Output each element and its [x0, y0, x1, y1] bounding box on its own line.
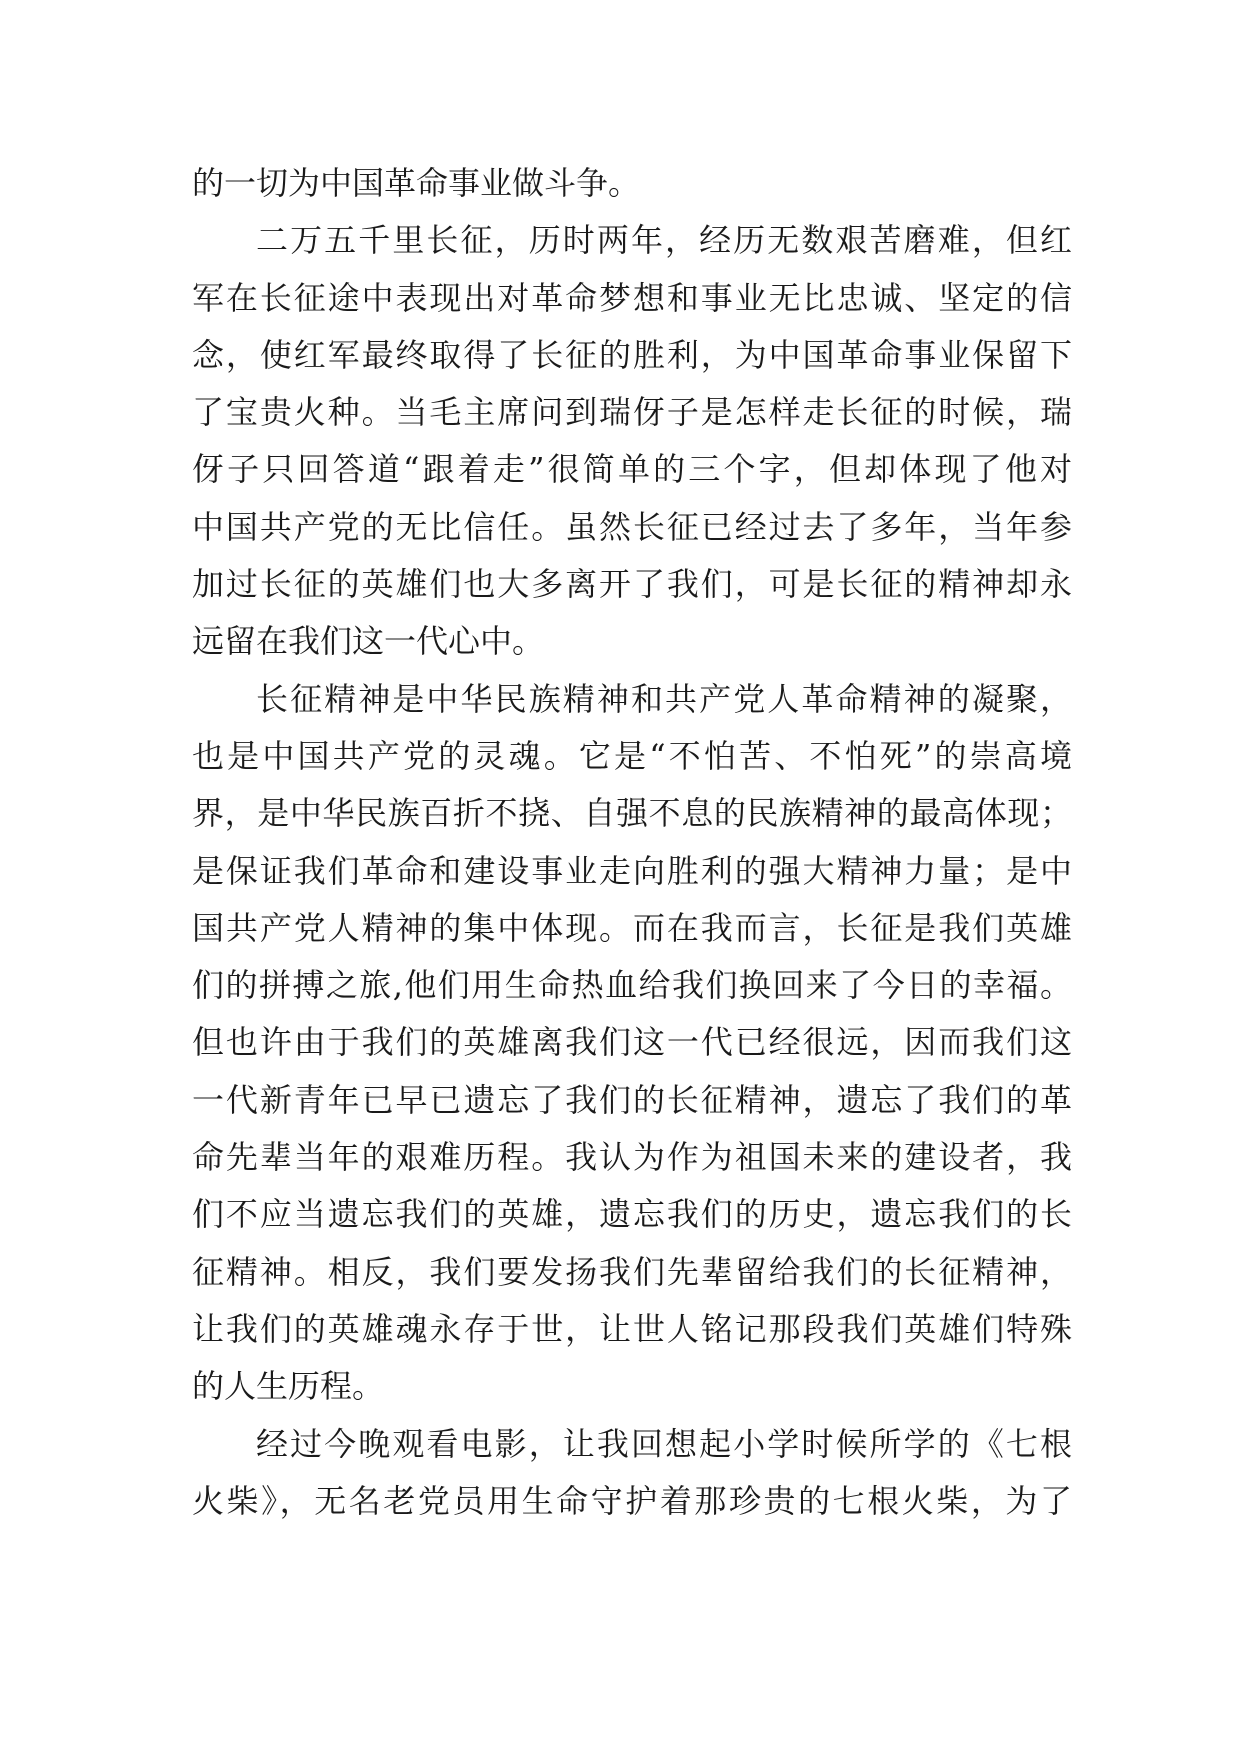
- text-line: 念，使红军最终取得了长征的胜利，为中国革命事业保留下: [192, 335, 1072, 374]
- text-line: 命先辈当年的艰难历程。我认为作为祖国未来的建设者，我: [192, 1138, 1072, 1177]
- text-line: 界，是中华民族百折不挠、自强不息的民族精神的最高体现；: [192, 794, 1072, 833]
- text-line: 一代新青年已早已遗忘了我们的长征精神，遗忘了我们的革: [192, 1080, 1072, 1119]
- text-line: 中国共产党的无比信任。虽然长征已经过去了多年，当年参: [192, 507, 1072, 546]
- text-line: 军在长征途中表现出对革命梦想和事业无比忠诚、坚定的信: [192, 278, 1072, 317]
- text-line: 加过长征的英雄们也大多离开了我们，可是长征的精神却永: [192, 565, 1072, 604]
- text-line: 经过今晚观看电影，让我回想起小学时候所学的《七根: [256, 1424, 1072, 1463]
- paragraph-3: [192, 671, 1072, 1416]
- paragraph-1: [192, 155, 1072, 212]
- text-line: 远留在我们这一代心中。: [192, 622, 545, 661]
- text-line: 们的拼搏之旅,他们用生命热血给我们换回来了今日的幸福。: [192, 966, 1072, 1005]
- text-line: 但也许由于我们的英雄离我们这一代已经很远，因而我们这: [192, 1023, 1072, 1062]
- text-line: 让我们的英雄魂永存于世，让世人铭记那段我们英雄们特殊: [192, 1309, 1072, 1348]
- text-line: 的人生历程。: [192, 1367, 385, 1406]
- paragraph-2: [192, 212, 1072, 670]
- body-text: [192, 155, 1072, 1530]
- text-line: 火柴》，无名老党员用生命守护着那珍贵的七根火柴，为了: [192, 1481, 1072, 1520]
- text-line: 长征精神是中华民族精神和共产党人革命精神的凝聚，: [256, 679, 1072, 718]
- text-line: 们不应当遗忘我们的英雄，遗忘我们的历史，遗忘我们的长: [192, 1195, 1072, 1234]
- text-line: 伢子只回答道“跟着走”很简单的三个字，但却体现了他对: [192, 450, 1072, 489]
- text-line: 是保证我们革命和建设事业走向胜利的强大精神力量；是中: [192, 851, 1072, 890]
- text-line: 征精神。相反，我们要发扬我们先辈留给我们的长征精神，: [192, 1252, 1072, 1291]
- paragraph-4: [192, 1416, 1072, 1531]
- text-line: 了宝贵火种。当毛主席问到瑞伢子是怎样走长征的时候，瑞: [192, 393, 1072, 432]
- text-line: 国共产党人精神的集中体现。而在我而言，长征是我们英雄: [192, 908, 1072, 947]
- text-line: 的一切为中国革命事业做斗争。: [192, 164, 641, 202]
- text-line: 二万五千里长征，历时两年，经历无数艰苦磨难，但红: [256, 221, 1072, 260]
- text-line: 也是中国共产党的灵魂。它是“不怕苦、不怕死”的崇高境: [192, 736, 1072, 775]
